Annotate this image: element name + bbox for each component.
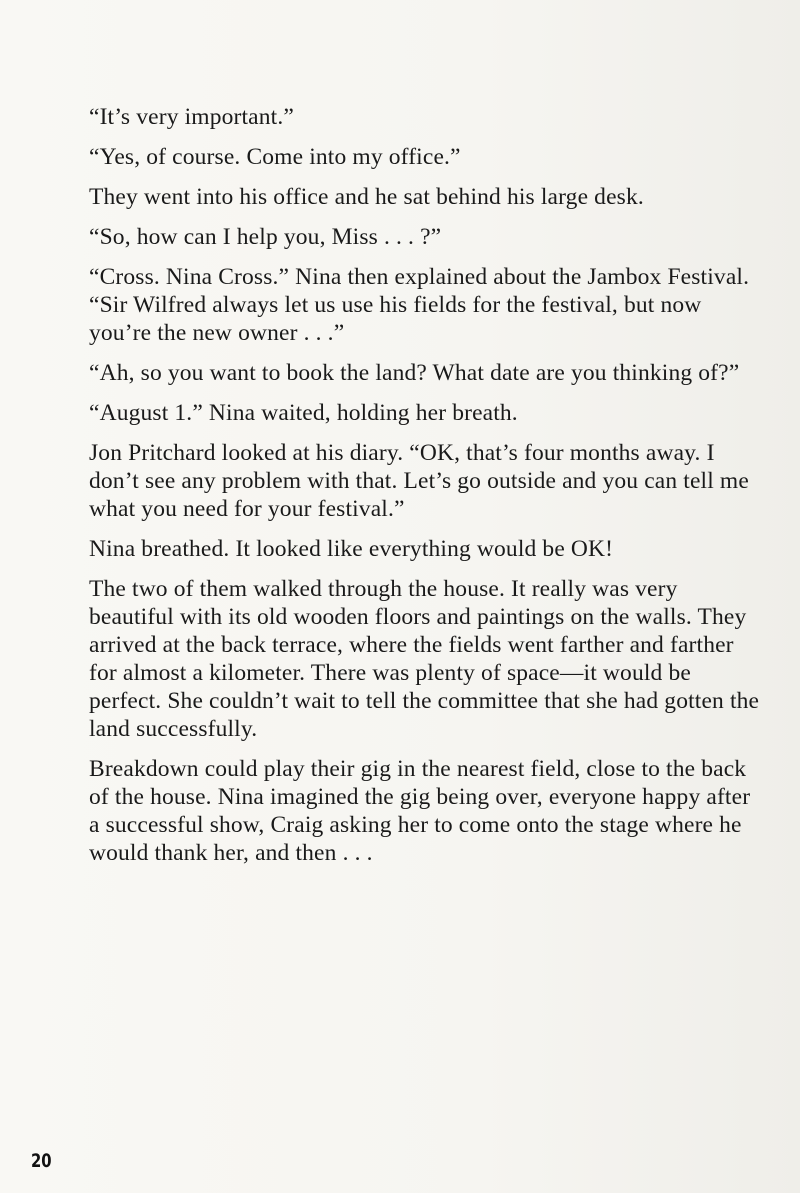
page-number: 20 <box>31 1150 52 1172</box>
paragraph: “Cross. Nina Cross.” Nina then explained about the Jambox Festival. “Sir Wilfred always let us use his fields for the festival, but now you’re the new owner . . .” <box>89 264 750 346</box>
paragraph: “Yes, of course. Come into my office.” <box>89 144 461 170</box>
paragraph: “August 1.” Nina waited, holding her breath. <box>89 400 518 426</box>
body-text <box>89 103 761 879</box>
paragraph: “Ah, so you want to book the land? What date are you thinking of?” <box>89 360 740 386</box>
paragraph: Jon Pritchard looked at his diary. “OK, that’s four months away. I don’t see any problem with that. Let’s go outside and you can tell me what you need for your festival.” <box>89 440 749 522</box>
paragraph: Breakdown could play their gig in the nearest field, close to the back of the house. Nina imagined the gig being over, everyone happy after a successful show, Craig asking her to come onto the stage where he would thank her, and then . . . <box>89 756 751 866</box>
paragraph: Nina breathed. It looked like everything would be OK! <box>89 536 614 562</box>
paragraph: “It’s very important.” <box>89 104 294 130</box>
paragraph: “So, how can I help you, Miss . . . ?” <box>89 224 442 250</box>
paragraph: The two of them walked through the house. It really was very beautiful with its old wooden floors and paintings on the walls. They arrived at the back terrace, where the fields went farther and farther for almost a kilometer. There was plenty of space—it would be perfect. She couldn’t wait to tell the committee that she had gotten the land successfully. <box>89 576 760 742</box>
paragraph: They went into his office and he sat behind his large desk. <box>89 184 644 210</box>
